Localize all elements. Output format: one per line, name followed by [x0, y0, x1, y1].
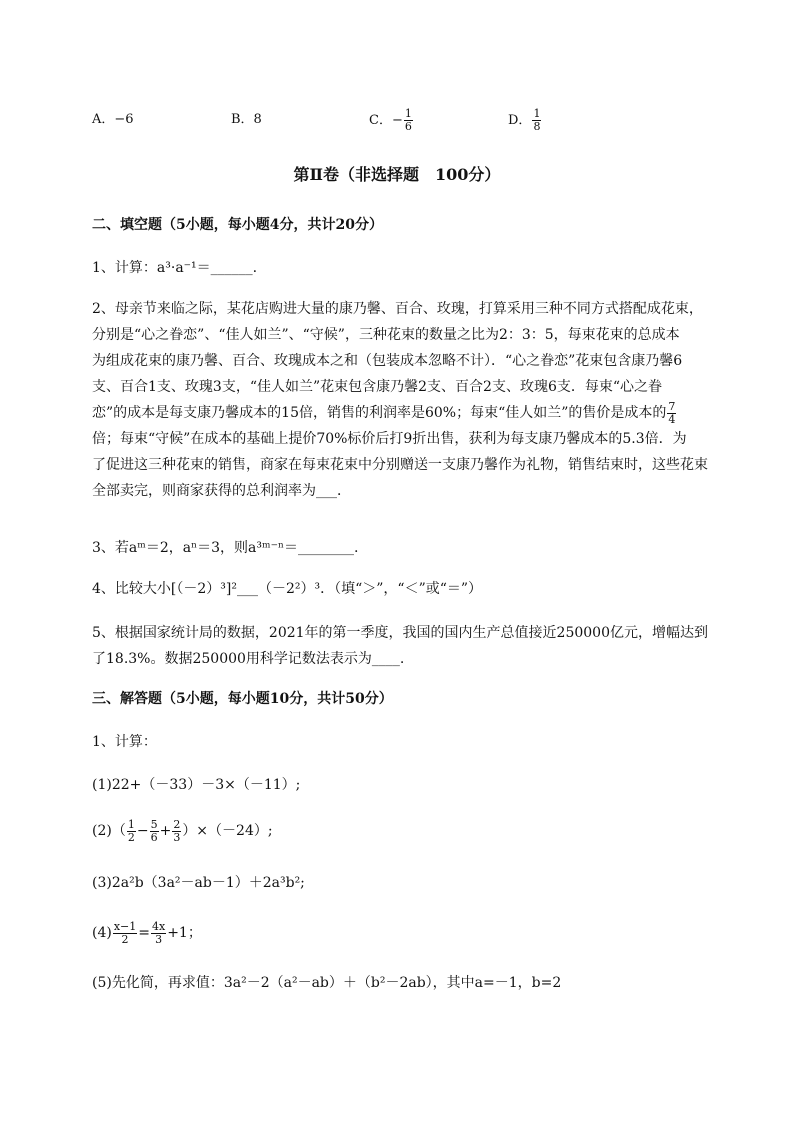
solve-part-4: (4) $\frac{x-1}{2}$ = $\frac{4x}{3}$ +1；: [92, 919, 202, 946]
choice-a: A．−6: [92, 112, 134, 127]
solve-part-1: (1)22+（－33）－3×（－11）;: [92, 777, 301, 793]
part-title: 第Ⅱ卷（非选择题 100分）: [293, 165, 501, 184]
fraction: $\frac{1}{6}$: [404, 107, 412, 133]
fraction: $\frac{5}{6}$: [150, 817, 158, 844]
fill-question-5: 5、根据国家统计局的数据，2021年的第一季度，我国的国内生产总值接近250000亿元，增幅达到 了18.3%。数据250000用科学记数法表示为____.: [92, 625, 708, 667]
solve-question-1-intro: 1、计算：: [92, 734, 157, 750]
fraction: $\frac{7}{4}$: [668, 399, 676, 426]
fraction: $\frac{2}{3}$: [173, 817, 181, 844]
solve-part-5: (5)先化简，再求值：3a²－2（a²－ab）＋（b²－2ab），其中a=－1，b=2: [92, 975, 562, 991]
fill-question-3: 3、若aᵐ＝2，aⁿ＝3，则a³ᵐ⁻ⁿ＝________.: [92, 540, 359, 556]
solve-part-3: (3)2a²b（3a²－ab－1）＋2a³b²;: [92, 875, 305, 891]
fraction: $\frac{4x}{3}$: [152, 919, 166, 946]
fraction: $\frac{x-1}{2}$: [113, 919, 137, 946]
fill-question-2: 2、母亲节来临之际，某花店购进大量的康乃馨、百合、玫瑰，打算采用三种不同方式搭配成花束， 分别是“心之眷恋”、“佳人如兰”、“守候”，三种花束的数量之比为2：3：5，每束花束的总成本 为组成花束的康乃馨、百合、玫瑰成本之和（包装成本忽略不计）．“心之眷恋”花束包含康乃馨6 支、百合1支、玫瑰3支，“佳人如兰”花束包含康乃馨2支、百合2支、玫瑰6支．每束“心之眷 恋”的成本是每支康乃馨成本的15倍，销售的利润率是60%；每束“佳人如兰”的售价是成本的 $\frac{7}{4}$ 倍；每束“守候”在成本的基础上提价70%标价后打9折出售，获利为每支康乃馨成本的5.3倍．为 了促进这三种花束的销售，商家在每束花束中分别赠送一支康乃馨作为礼物，销售结束时，这些花束 全部卖完，则商家获得的总利润率为___．: [92, 301, 708, 499]
fill-question-4: 4、比较大小[（－2）³]²___（－2²）³．（填“＞”，“＜”或“＝”）: [92, 581, 483, 597]
section2-heading: 二、填空题（5小题，每小题4分，共计20分）: [92, 217, 383, 233]
choice-b: B．8: [231, 112, 262, 127]
choice-c: C．− $\frac{1}{6}$: [369, 107, 412, 133]
choice-d: D． $\frac{1}{8}$: [508, 107, 541, 133]
section3-heading: 三、解答题（5小题，每小题10分，共计50分）: [92, 691, 393, 707]
fraction: $\frac{1}{2}$: [127, 817, 135, 844]
fraction: $\frac{1}{8}$: [533, 107, 541, 133]
fill-question-1: 1、计算：a³·a⁻¹＝______.: [92, 260, 258, 276]
solve-part-2: (2)（ $\frac{1}{2}$ − $\frac{5}{6}$ + $\frac{2}{3}$ ）×（－24）;: [92, 817, 273, 844]
